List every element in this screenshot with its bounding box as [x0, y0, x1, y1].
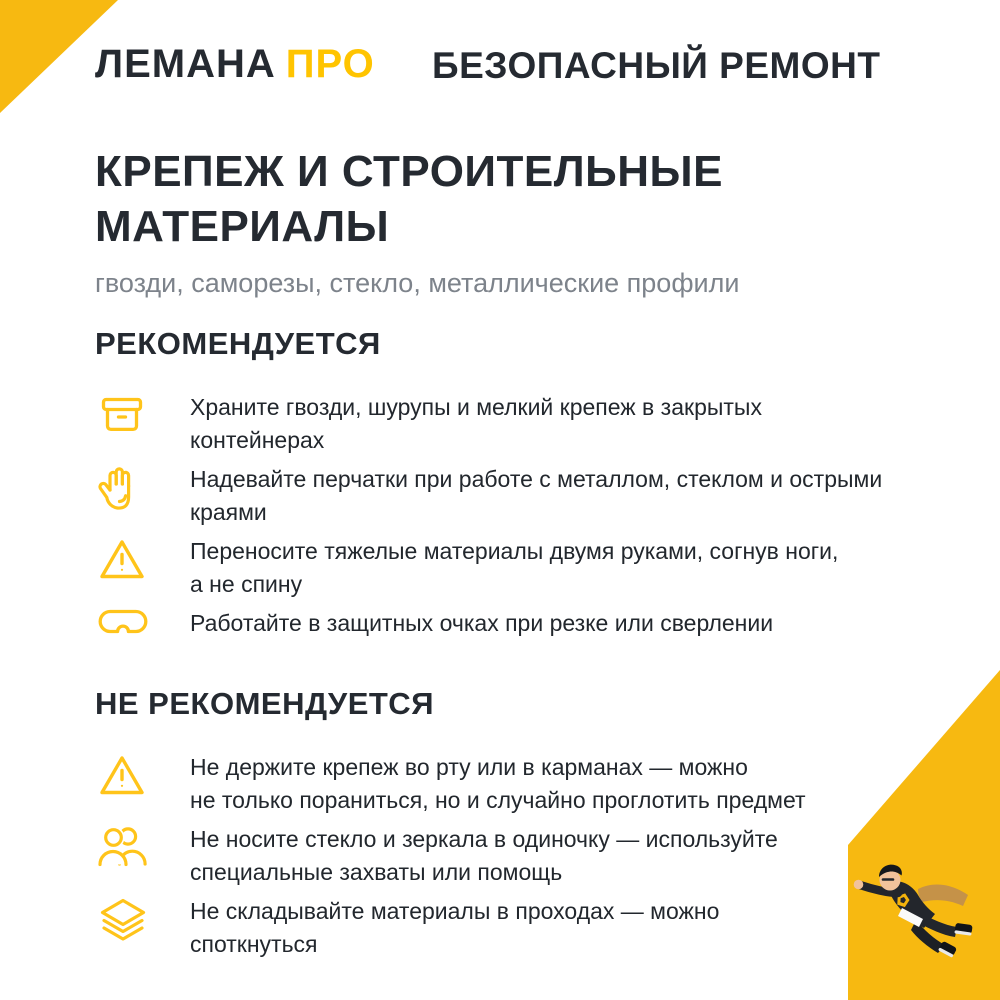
list-item	[95, 895, 980, 961]
item-text-line: не только пораниться, но и случайно проглотить предмет	[190, 787, 806, 813]
list-item	[95, 535, 980, 601]
item-text	[190, 535, 838, 601]
list-item	[95, 823, 980, 889]
brand-logo	[95, 42, 375, 87]
item-text-line: а не спину	[190, 571, 303, 597]
recommended-heading: РЕКОМЕНДУЕТСЯ	[95, 326, 381, 361]
logo-text-accent: ПРО	[285, 42, 375, 86]
item-text-line: Не складывайте материалы в проходах — можно	[190, 898, 720, 924]
two-people-icon	[95, 823, 190, 869]
list-item	[95, 391, 980, 457]
list-item	[95, 751, 980, 817]
list-item	[95, 463, 980, 529]
item-text-line: Работайте в защитных очках при резке или сверлении	[190, 610, 774, 636]
item-text-line: краями	[190, 499, 267, 525]
safety-goggles-icon	[95, 606, 190, 640]
header	[95, 42, 881, 87]
item-text	[190, 751, 806, 817]
item-text-line: контейнерах	[190, 427, 325, 453]
intro-section	[95, 144, 739, 299]
not-recommended-section	[95, 686, 980, 967]
recommended-section	[95, 326, 980, 646]
item-text	[190, 823, 778, 889]
item-text	[190, 895, 719, 961]
warning-triangle-icon	[95, 751, 190, 799]
item-text-line: споткнуться	[190, 931, 318, 957]
item-text	[190, 463, 882, 529]
storage-box-icon	[95, 391, 190, 439]
not-recommended-heading: НЕ РЕКОМЕНДУЕТСЯ	[95, 686, 434, 721]
page-title-line1: КРЕПЕЖ И СТРОИТЕЛЬНЫЕ	[95, 147, 723, 196]
poster-series-title: БЕЗОПАСНЫЙ РЕМОНТ	[432, 45, 881, 86]
list-item	[95, 607, 980, 640]
item-text	[190, 391, 762, 457]
logo-text-primary: ЛЕМАНА	[95, 42, 276, 86]
item-text-line: Не носите стекло и зеркала в одиночку — используйте	[190, 826, 778, 852]
warning-triangle-icon	[95, 535, 190, 583]
page-title-line2: МАТЕРИАЛЫ	[95, 202, 390, 251]
item-text	[190, 607, 773, 640]
item-text-line: Не держите крепеж во рту или в карманах — можно	[190, 754, 748, 780]
protective-glove-hand-icon	[95, 463, 190, 517]
page-subtitle: гвозди, саморезы, стекло, металлические профили	[95, 268, 740, 298]
item-text-line: специальные захваты или помощь	[190, 859, 563, 885]
page-title	[95, 144, 739, 254]
item-text-line: Надевайте перчатки при работе с металлом, стеклом и острыми	[190, 466, 883, 492]
item-text-line: Переносите тяжелые материалы двумя руками, согнув ноги,	[190, 538, 839, 564]
stacked-layers-icon	[95, 895, 190, 947]
item-text-line: Храните гвозди, шурупы и мелкий крепеж в закрытых	[190, 394, 762, 420]
